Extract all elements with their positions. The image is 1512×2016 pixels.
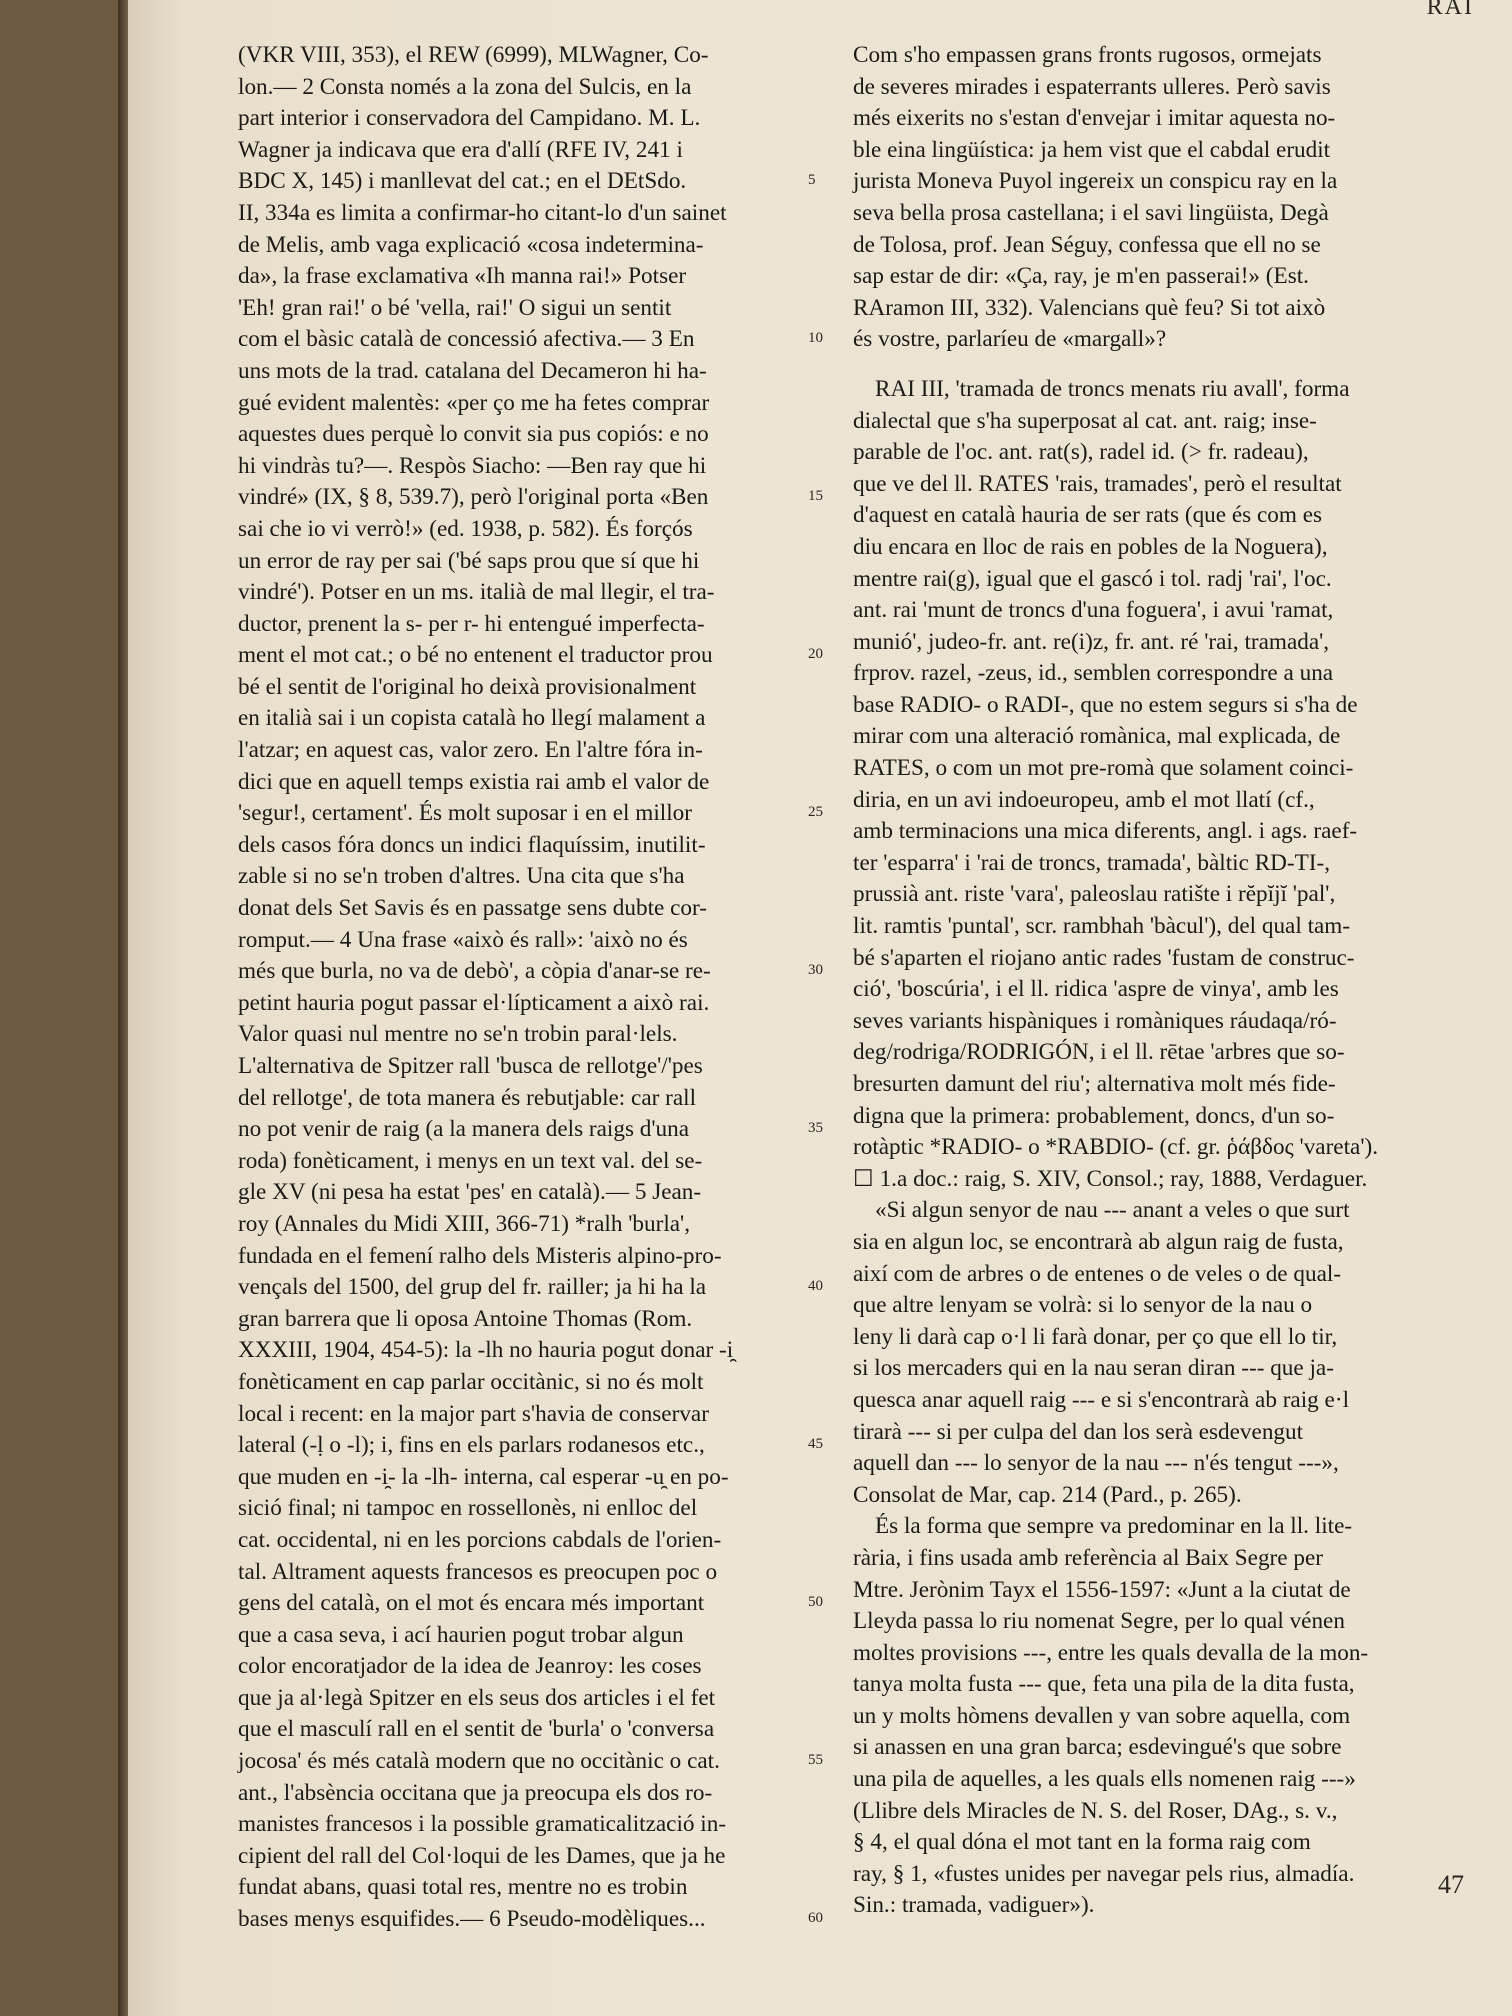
line-number: 25 <box>808 804 823 821</box>
text-line: si los mercaders qui en la nau seran diran --- que ja- <box>853 1355 1334 1382</box>
text-line: de severes mirades i espaterrants ulleres. Però savis <box>853 73 1331 100</box>
text-line: així com de arbres o de entenes o de veles o de qual- <box>853 1260 1342 1287</box>
text-line: base RADIO- o RADI-, que no estem segurs si s'ha de <box>853 691 1358 718</box>
line-number: 5 <box>808 172 816 189</box>
text-line: II, 334a es limita a confirmar-ho citant-lo d'un sainet <box>238 199 727 226</box>
text-line: Mtre. Jerònim Tayx el 1556-1597: «Junt a la ciutat de <box>853 1576 1351 1603</box>
line-number: 35 <box>808 1120 823 1137</box>
text-line: de Tolosa, prof. Jean Séguy, confessa que ell no se <box>853 231 1321 258</box>
text-line: L'alternativa de Spitzer rall 'busca de rellotge'/'pes <box>238 1053 703 1079</box>
text-line: com el bàsic català de concessió afectiva.— 3 En <box>238 326 695 353</box>
running-head: RAI <box>1426 0 1474 20</box>
text-line: Com s'ho empassen grans fronts rugosos, ormejats <box>853 42 1322 68</box>
text-line: da», la frase exclamativa «Ih manna rai!» Potser <box>238 263 687 290</box>
text-line: frprov. razel, -zeus, id., semblen correspondre a una <box>853 660 1334 687</box>
paragraph <box>853 1511 1498 1922</box>
text-line: més que burla, no va de debò', a còpia d'anar-se re- <box>238 958 711 985</box>
text-line: tanya molta fusta --- que, feta una pila de la dita fusta, <box>853 1671 1355 1698</box>
text-line: seva bella prosa castellana; i el savi lingüista, Degà <box>853 199 1329 226</box>
text-line: cipient del rall del Col·loqui de les Dames, que ja he <box>238 1842 726 1869</box>
text-line: bé s'aparten el riojano antic rades 'fustam de construc- <box>853 944 1355 971</box>
line-number: 60 <box>808 1910 823 1927</box>
text-line: leny li darà cap o·l li farà donar, per ço que ell lo tir, <box>853 1323 1338 1350</box>
text-line: XXXIII, 1904, 454-5): la -lh no hauria pogut donar -i̯ <box>238 1337 734 1364</box>
text-line: que ja al·legà Spitzer en els seus dos articles i el fet <box>238 1684 716 1711</box>
text-line: bresurten damunt del riu'; alternativa molt més fide- <box>853 1071 1336 1097</box>
text-line: d'aquest en català hauria de ser rats (que és com es <box>853 502 1323 529</box>
text-line: part interior i conservadora del Campidano. M. L. <box>238 105 701 132</box>
text-line: més eixerits no s'estan d'envejar i imitar aquesta no- <box>853 105 1336 132</box>
text-line: rotàptic *RADIO- o *RABDIO- (cf. gr. ῥάβδος 'vareta'). <box>853 1134 1379 1161</box>
text-line: que muden en -i̯- la -lh- interna, cal esperar -u̯ en po- <box>238 1463 729 1490</box>
text-line: manistes francesos i la possible gramaticalització in- <box>238 1811 727 1838</box>
text-line: (Llibre dels Miracles de N. S. del Roser, DAg., s. v., <box>853 1797 1338 1824</box>
line-number: 10 <box>808 330 823 347</box>
text-line: RATES, o com un mot pre-romà que solament coinci- <box>853 755 1354 782</box>
text-line: prussià ant. riste 'vara', paleoslau ratište i rĕpĭjĭ 'pal', <box>853 881 1336 908</box>
text-line: si anassen en una gran barca; esdevingué's que sobre <box>853 1734 1342 1761</box>
text-line: lit. ramtis 'puntal', scr. rambhah 'bàcul'), del qual tam- <box>853 913 1351 940</box>
text-line: no pot venir de raig (a la manera dels raigs d'una <box>238 1116 690 1143</box>
text-line: local i recent: en la major part s'havia de conservar <box>238 1400 709 1427</box>
text-line: jocosa' és més català modern que no occitànic o cat. <box>238 1748 720 1775</box>
text-line: donat dels Set Savis és en passatge sens dubte cor- <box>238 895 707 922</box>
text-line: 'Eh! gran rai!' o bé 'vella, rai!' O sigui un sentit <box>238 294 672 321</box>
text-line: ant. rai 'munt de troncs d'una foguera', i avui 'ramat, <box>853 597 1334 624</box>
text-line: lateral (-ḷ o -l); i, fins en els parlars rodanesos etc., <box>238 1432 705 1459</box>
text-line: amb terminacions una mica diferents, angl. i ags. raef- <box>853 818 1358 845</box>
text-line: és vostre, parlaríeu de «margall»? <box>853 326 1167 353</box>
right-column <box>853 40 1498 1922</box>
text-line: fonèticament en cap parlar occitànic, si no és molt <box>238 1368 704 1395</box>
text-line: un y molts hòmens devallen y van sobre aquella, com <box>853 1702 1351 1729</box>
text-line: ☐ 1.a doc.: raig, S. XIV, Consol.; ray, 1888, Verdaguer. <box>853 1165 1368 1192</box>
paragraph <box>853 40 1498 356</box>
text-line: del rellotge', de tota manera és rebutjable: car rall <box>238 1084 697 1111</box>
line-number: 30 <box>808 962 823 979</box>
text-line: fundada en el femení ralho dels Misteris alpino-pro- <box>238 1242 722 1269</box>
text-line: moltes provisions ---, entre les quals devalla de la mon- <box>853 1639 1369 1666</box>
text-line: 'segur!, certament'. És molt suposar i en el millor <box>238 800 692 827</box>
text-line: dialectal que s'ha superposat al cat. ant. raig; inse- <box>853 407 1317 434</box>
text-line: parable de l'oc. ant. rat(s), radel id. (> fr. radeau), <box>853 439 1309 466</box>
text-line: mentre rai(g), igual que el gascó i tol. radj 'rai', l'oc. <box>853 565 1332 592</box>
text-line: BDC X, 145) i manllevat del cat.; en el DEtSdo. <box>238 168 687 195</box>
text-line: sai che io vi verrò!» (ed. 1938, p. 582). És forçós <box>238 515 693 542</box>
text-line: gle XV (ni pesa ha estat 'pes' en català).— 5 Jean- <box>238 1179 702 1206</box>
text-line: vençals del 1500, del grup del fr. railler; ja hi ha la <box>238 1274 707 1301</box>
text-line: romput.— 4 Una frase «això és rall»: 'això no és <box>238 926 688 953</box>
line-number: 50 <box>808 1594 823 1611</box>
text-line: roy (Annales du Midi XIII, 366-71) *ralh 'burla', <box>238 1210 691 1237</box>
text-line: És la forma que sempre va predominar en la ll. lite- <box>875 1513 1353 1540</box>
text-line: ble eina lingüística: ja hem vist que el cabdal erudit <box>853 136 1331 163</box>
text-line: roda) fonèticament, i menys en un text val. del se- <box>238 1147 703 1174</box>
text-line: diria, en un avi indoeuropeu, amb el mot llatí (cf., <box>853 786 1315 813</box>
text-line: ductor, prenent la s- per r- hi entengué imperfecta- <box>238 610 705 637</box>
text-line: digna que la primera: probablement, doncs, d'un so- <box>853 1102 1335 1129</box>
text-line: Wagner ja indicava que era d'allí (RFE IV, 241 i <box>238 136 683 163</box>
text-line: que el masculí rall en el sentit de 'burla' o 'conversa <box>238 1716 715 1743</box>
text-line: gran barrera que li oposa Antoine Thomas (Rom. <box>238 1305 693 1332</box>
book-page <box>128 0 1512 2016</box>
left-column <box>238 40 928 1936</box>
text-line: un error de ray per sai ('bé saps prou que sí que hi <box>238 547 700 574</box>
line-number: 15 <box>808 488 823 505</box>
text-line: dels casos fóra doncs un indici flaquíssim, inutilit- <box>238 831 706 858</box>
paragraph <box>853 1195 1498 1511</box>
text-line: quesca anar aquell raig --- e si s'encontrarà ab raig e·l <box>853 1386 1350 1413</box>
line-number: 20 <box>808 646 823 663</box>
text-line: dici que en aquell temps existia rai amb el valor de <box>238 768 710 795</box>
text-line: que altre lenyam se volrà: si lo senyor de la nau o <box>853 1292 1313 1319</box>
paragraph <box>238 40 928 1936</box>
text-line: lon.— 2 Consta només a la zona del Sulcis, en la <box>238 73 692 100</box>
line-number: 45 <box>808 1436 823 1453</box>
text-line: que a casa seva, i ací haurien pogut trobar algun <box>238 1621 684 1648</box>
text-line: en italià sai i un copista català ho llegí malament a <box>238 705 706 732</box>
text-line: RAramon III, 332). Valencians què feu? Si tot això <box>853 294 1326 321</box>
text-line: rària, i fins usada amb referència al Baix Segre per <box>853 1544 1323 1571</box>
text-line: sició final; ni tampoc en rossellonès, ni enlloc del <box>238 1495 698 1522</box>
text-line: gué evident malentès: «per ço me ha fetes comprar <box>238 389 710 416</box>
text-line: aquell dan --- lo senyor de la nau --- n'és tengut ---», <box>853 1450 1339 1477</box>
text-line: fundat abans, quasi total res, mentre no es trobin <box>238 1874 688 1901</box>
text-line: l'atzar; en aquest cas, valor zero. En l'altre fóra in- <box>238 737 703 764</box>
text-line: «Si algun senyor de nau --- anant a veles o que surt <box>875 1197 1350 1224</box>
text-line: tal. Altrament aquests francesos es preocupen poc o <box>238 1558 718 1585</box>
text-line: mirar com una alteració romànica, mal explicada, de <box>853 723 1341 750</box>
text-line: munió', judeo-fr. ant. re(i)z, fr. ant. ré 'rai, tramada', <box>853 628 1330 655</box>
text-line: sap estar de dir: «Ça, ray, je m'en passerai!» (Est. <box>853 263 1309 290</box>
paragraph-gap <box>853 356 1498 374</box>
text-line: Valor quasi nul mentre no se'n trobin paral·lels. <box>238 1021 678 1048</box>
text-line: § 4, el qual dóna el mot tant en la forma raig com <box>853 1829 1311 1856</box>
text-line: bases menys esquifides.— 6 Pseudo-modèliques... <box>238 1906 706 1933</box>
text-line: ció', 'boscúria', i el ll. ridica 'aspre de vinya', amb les <box>853 976 1339 1003</box>
text-line: deg/rodriga/RODRIGÓN, i el ll. rētae 'arbres que so- <box>853 1039 1345 1066</box>
text-line: ter 'esparra' i 'rai de troncs, tramada', bàltic RD-TI-, <box>853 849 1331 876</box>
text-line: aquestes dues perquè lo convit sia pus copiós: e no <box>238 421 709 448</box>
text-line: Sin.: tramada, vadiguer»). <box>853 1892 1095 1919</box>
line-number: 55 <box>808 1752 823 1769</box>
text-line: de Melis, amb vaga explicació «cosa indetermina- <box>238 231 704 258</box>
text-line: bé el sentit de l'original ho deixà provisionalment <box>238 673 697 700</box>
text-line: sia en algun loc, se encontrarà ab algun raig de fusta, <box>853 1228 1344 1255</box>
text-line: gens del català, on el mot és encara més important <box>238 1590 705 1617</box>
text-line: zable si no se'n troben d'altres. Una cita que s'ha <box>238 863 685 890</box>
text-line: uns mots de la trad. catalana del Decameron hi ha- <box>238 357 707 384</box>
page-number: 47 <box>1438 1870 1464 1899</box>
text-line: ray, § 1, «fustes unides per navegar pels rius, almadía. <box>853 1860 1355 1887</box>
text-line: RAI III, 'tramada de troncs menats riu avall', forma <box>875 375 1350 402</box>
line-number: 40 <box>808 1278 823 1295</box>
text-line: (VKR VIII, 353), el REW (6999), MLWagner, Co- <box>238 42 709 68</box>
paragraph <box>853 374 1498 1195</box>
text-line: una pila de aquelles, a les quals ells nomenen raig ---» <box>853 1766 1356 1793</box>
text-line: color encoratjador de la idea de Jeanroy: les coses <box>238 1653 702 1680</box>
text-line: cat. occidental, ni en les porcions cabdals de l'orien- <box>238 1526 722 1553</box>
text-line: ant., l'absència occitana que ja preocupa els dos ro- <box>238 1779 713 1806</box>
text-line: tirarà --- si per culpa del dan los serà esdevengut <box>853 1418 1304 1445</box>
text-line: diu encara en lloc de rais en pobles de la Noguera), <box>853 533 1328 560</box>
text-line: Lleyda passa lo riu nomenat Segre, per lo qual vénen <box>853 1608 1345 1635</box>
text-line: que ve del ll. RATES 'rais, tramades', però el resultat <box>853 470 1342 497</box>
text-line: vindré'). Potser en un ms. italià de mal llegir, el tra- <box>238 579 715 606</box>
text-line: jurista Moneva Puyol ingereix un conspicu ray en la <box>853 168 1338 195</box>
text-line: hi vindràs tu?—. Respòs Siacho: —Ben ray que hi <box>238 452 707 479</box>
text-line: vindré» (IX, § 8, 539.7), però l'original porta «Ben <box>238 484 709 511</box>
text-line: ment el mot cat.; o bé no entenent el traductor prou <box>238 642 713 669</box>
text-line: petint hauria pogut passar el·lípticament a això rai. <box>238 989 710 1016</box>
text-line: Consolat de Mar, cap. 214 (Pard., p. 265). <box>853 1481 1242 1508</box>
text-line: seves variants hispàniques i romàniques ráudaqa/ró- <box>853 1007 1337 1034</box>
